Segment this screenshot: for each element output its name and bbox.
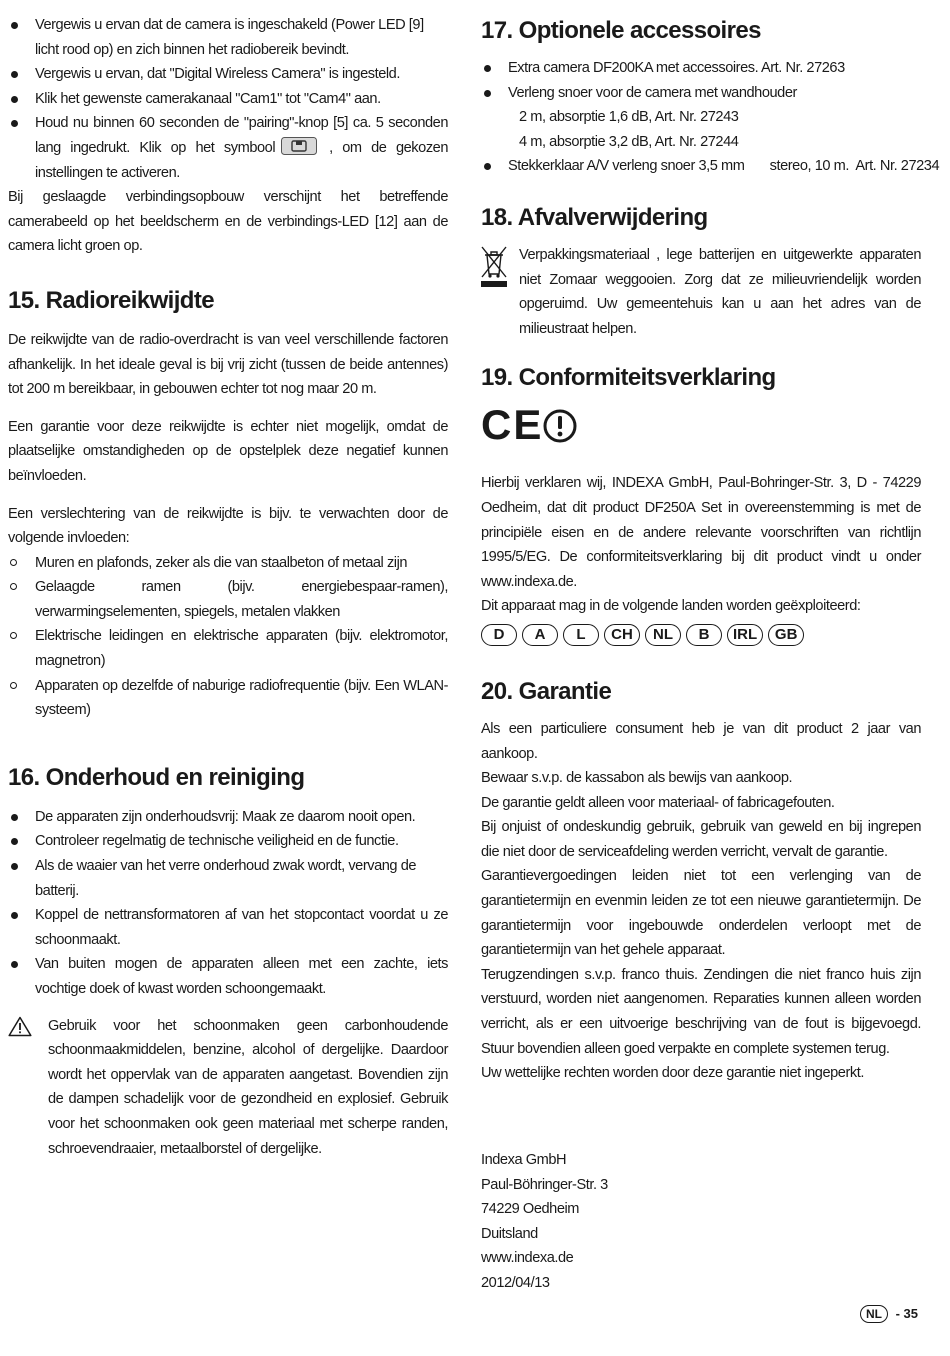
- list-item: Klik het gewenste camerakanaal "Cam1" tot "Cam4" aan.: [8, 87, 448, 112]
- list-item: Vergewis u ervan dat de camera is ingeschakeld (Power LED [9] licht rood op) en zich binnen het radiobereik bevindt.: [8, 13, 448, 62]
- paragraph: Hierbij verklaren wij, INDEXA GmbH, Paul-Bohringer-Str. 3, D - 74229 Oedheim, dat dit product DF250A Set in overeenstemming is met de principiële eisen en de andere relevante voorschriften van richtlijn 1995/5/EG. De conformiteitsverklaring bij dit product vindt u onder www.indexa.de.: [481, 475, 921, 590]
- country-badge: A: [522, 624, 558, 646]
- accessories-list: [481, 56, 940, 179]
- list-item-line: 4 m, absorptie 3,2 dB, Art. Nr. 27244: [519, 133, 739, 150]
- ce-mark: CE: [481, 401, 544, 449]
- intro-list: [8, 13, 448, 185]
- section-17-title: 17. Optionele accessoires: [481, 17, 761, 44]
- list-item: De apparaten zijn onderhoudsvrij: Maak ze daarom nooit open.: [8, 805, 448, 830]
- paragraph: Een garantie voor deze reikwijdte is echter niet mogelijk, omdat de plaatselijke omstandigheden op de opstelplek deze negatief kunnen beïnvloeden.: [8, 418, 448, 484]
- list-item: Muren en plafonds, zeker als die van staalbeton of metaal zijn: [8, 551, 448, 576]
- cleaning-warning: [8, 1014, 448, 1162]
- list-item: [8, 111, 448, 185]
- country-badge: L: [563, 624, 599, 646]
- country-badge: IRL: [727, 624, 763, 646]
- paragraph: De reikwijdte van de radio-overdracht is van veel verschillende factoren afhankelijk. In het ideale geval is bij vrij zicht (tussen de beide antennes) tot 200 m bereikbaar, in gebouwen echter tot nog maar 20 m.: [8, 331, 448, 398]
- company-address: [481, 1148, 608, 1296]
- country-badge: B: [686, 624, 722, 646]
- address-line: Indexa GmbH: [481, 1152, 567, 1168]
- list-item-text: , om de gekozen instellingen te activeren.: [35, 139, 448, 181]
- list-item-line: Verleng snoer voor de camera met wandhouder: [508, 84, 797, 101]
- right-column: [481, 0, 940, 1291]
- address-line: www.indexa.de: [481, 1250, 574, 1267]
- paragraph: De garantie geldt alleen voor materiaal- of fabricagefouten.: [481, 794, 835, 811]
- paragraph: Uw wettelijke rechten worden door deze garantie niet ingeperkt.: [481, 1065, 864, 1082]
- list-item: Gelaagde ramen (bijv. energiebespaar-ramen), verwarmingselementen, spiegels, metalen vlakken: [8, 575, 448, 624]
- address-line: Paul-Böhringer-Str. 3: [481, 1176, 608, 1193]
- range-factors-list: [8, 551, 448, 723]
- section-19-title: 19. Conformiteitsverklaring: [481, 364, 776, 392]
- confirm-symbol-icon: [281, 137, 317, 155]
- address-line: Duitsland: [481, 1225, 538, 1242]
- warranty-text: [481, 717, 921, 1086]
- list-item: Extra camera DF200KA met accessoires. Art. Nr. 27263: [481, 56, 921, 81]
- section-16-title: 16. Onderhoud en reiniging: [8, 763, 305, 791]
- language-badge: NL: [860, 1305, 888, 1323]
- intro-paragraph: Bij geslaagde verbindingsopbouw verschijnt het betreffende camerabeeld op het beeldscherm en de verbindings-LED [12] aan de camera licht groen op.: [8, 189, 448, 255]
- warning-text: Gebruik voor het schoonmaken geen carbonhoudende schoonmaakmiddelen, benzine, alcohol of dergelijke. Daardoor wordt het oppervlak van de apparaten aangetast. Bovendien zijn de dampen schadelijk voor de gezondheid en explosief. Gebruik voor het schoonmaken ook geen materiaal met scherpe randen, schroevendraaier, metaalborstel of dergelijke.: [48, 1017, 448, 1157]
- country-list: [481, 623, 921, 649]
- conformity-marks: [481, 401, 921, 449]
- list-item: Elektrische leidingen en elektrische apparaten (bijv. elektromotor, magnetron): [8, 624, 448, 673]
- paragraph: Garantievergoedingen leiden niet tot een verlenging van de garantietermijn en evenmin leiden ze tot een nieuwe garantietermijn. De garantietermijn voor ingebouwde onderdelen verloopt met de garantietermijn van het gehele apparaat.: [481, 868, 921, 959]
- paragraph: Terugzendingen s.v.p. franco thuis. Zendingen die niet franco huis zijn verstuurd, worden niet aangenomen. Reparaties kunnen alleen worden verricht, als er een uitvoerige beschrijving van de fout is bijgevoegd. Stuur bovendien alleen goed verpakte en complete systemen terug.: [481, 966, 921, 1057]
- list-item: Stekkerklaar A/V verleng snoer 3,5 mm stereo, 10 m. Art. Nr. 27234: [481, 154, 921, 179]
- country-badge: GB: [768, 624, 804, 646]
- country-badge: NL: [645, 624, 681, 646]
- disposal-text: Verpakkingsmateriaal , lege batterijen en uitgewerkte apparaten niet Zomaar weggooien. Zorg dat ze milieuvriendelijk worden opgeruimd. Uw gemeentehuis kan u aan het adres van de milieustraat helpen.: [519, 246, 921, 337]
- list-item: Apparaten op dezelfde of naburige radiofrequentie (bijv. Een WLAN-systeem): [8, 674, 448, 723]
- country-badge: CH: [604, 624, 640, 646]
- list-item: Vergewis u ervan, dat "Digital Wireless Camera" is ingesteld.: [8, 62, 448, 87]
- left-column: [8, 0, 448, 1161]
- crossed-bin-icon: [481, 246, 507, 288]
- paragraph: Dit apparaat mag in de volgende landen worden geëxploiteerd:: [481, 598, 861, 615]
- section-15-title: 15. Radioreikwijdte: [8, 286, 215, 314]
- list-item-line: 2 m, absorptie 1,6 dB, Art. Nr. 27243: [519, 109, 739, 126]
- alert-circle-icon: [543, 409, 577, 443]
- disposal-block: [481, 243, 921, 341]
- warning-triangle-icon: [8, 1016, 32, 1037]
- list-item: Controleer regelmatig de technische veiligheid en de functie.: [8, 829, 448, 854]
- maintenance-list: [8, 805, 448, 1002]
- list-item: Koppel de nettransformatoren af van het stopcontact voordat u ze schoonmaakt.: [8, 903, 448, 952]
- paragraph: Als een particuliere consument heb je van dit product 2 jaar van aankoop.: [481, 720, 921, 762]
- list-item: Als de waaier van het verre onderhoud zwak wordt, vervang de batterij.: [8, 854, 448, 903]
- section-18-title: 18. Afvalverwijdering: [481, 203, 708, 231]
- paragraph: Bij onjuist of ondeskundig gebruik, gebruik van geweld en bij ingrepen die niet door de serviceafdeling werden verricht, vervalt de garantie.: [481, 819, 921, 860]
- address-line: 2012/04/13: [481, 1274, 550, 1291]
- list-item: Van buiten mogen de apparaten alleen met een zachte, iets vochtige doek of kwast worden schoongemaakt.: [8, 952, 448, 1001]
- paragraph: Bewaar s.v.p. de kassabon als bewijs van aankoop.: [481, 770, 793, 787]
- address-line: 74229 Oedheim: [481, 1201, 580, 1218]
- paragraph: Een verslechtering van de reikwijdte is bijv. te verwachten door de volgende invloeden:: [8, 505, 448, 547]
- page-number: - 35: [895, 1306, 918, 1321]
- list-item-text: Houd nu binnen 60 seconden de "pairing"-knop [5] ca. 5 seconden lang ingedrukt. Klik op het symbool: [35, 115, 448, 156]
- list-item: [481, 81, 921, 155]
- section-20-title: 20. Garantie: [481, 677, 612, 705]
- country-badge: D: [481, 624, 517, 646]
